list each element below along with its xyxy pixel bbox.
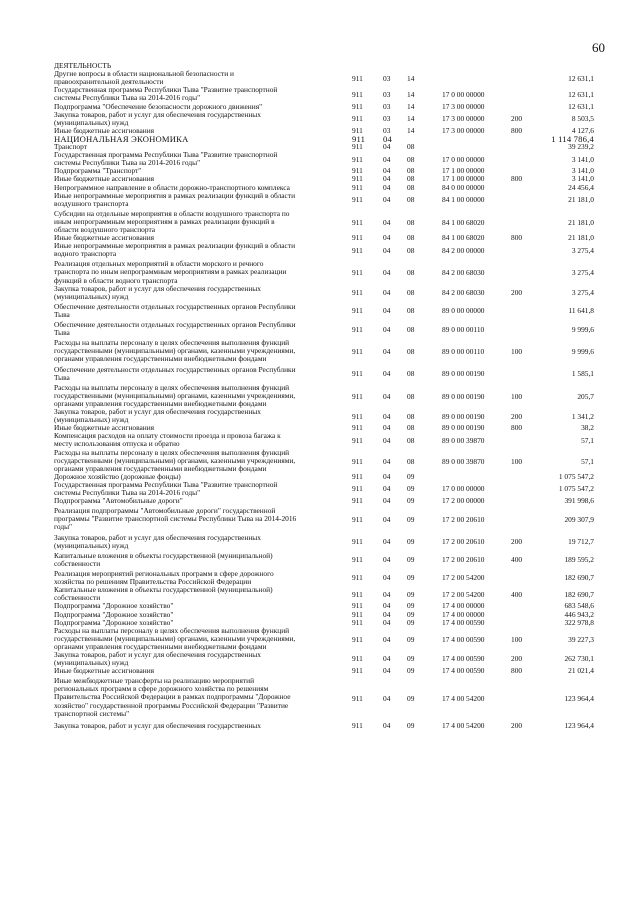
amount: 4 127,6 — [571, 125, 594, 135]
row-name: Расходы на выплаты персоналу в целях обеспечения выполнения функций государственными (муниципальными) органами, казенными учреждениями, органами управления государственными внебюджетными фондами — [54, 625, 296, 651]
expense-type-code: 200 — [511, 114, 523, 124]
row-name: Реализация мероприятий региональных программ в сфере дорожного хозяйства по решениям Правительства Российской Федерации — [54, 569, 274, 587]
expense-type-code: 100 — [511, 456, 523, 466]
section-code: 04 — [383, 589, 391, 599]
section-code: 04 — [383, 233, 391, 243]
subsection-code: 09 — [407, 666, 415, 676]
subsection-code: 08 — [407, 233, 415, 243]
subsection-code: 09 — [407, 601, 415, 611]
ved-code: 911 — [352, 245, 363, 255]
target-article-code: 17 4 00 54200 — [442, 694, 485, 704]
ved-code: 911 — [352, 233, 363, 243]
subsection-code: 14 — [407, 89, 415, 99]
expense-type-code: 200 — [511, 654, 523, 664]
amount: 3 141,0 — [571, 166, 594, 176]
ved-code: 911 — [352, 268, 363, 278]
target-article-code: 84 2 00 68030 — [442, 288, 485, 298]
target-article-code: 17 3 00 00000 — [442, 101, 485, 111]
subsection-code: 08 — [407, 195, 415, 205]
ved-code: 911 — [352, 694, 363, 704]
section-code: 03 — [383, 125, 391, 135]
amount: 182 690,7 — [564, 573, 594, 583]
target-article-code: 84 1 00 00000 — [442, 195, 485, 205]
amount: 12 631,1 — [568, 101, 594, 111]
amount: 3 141,0 — [571, 174, 594, 184]
section-code: 04 — [383, 435, 391, 445]
amount: 21 181,0 — [568, 233, 594, 243]
ved-code: 911 — [352, 471, 363, 481]
row-name: Непрограммное направление в области дорожно-транспортного комплекса — [54, 182, 290, 192]
section-code: 04 — [383, 496, 391, 506]
section-code: 04 — [383, 182, 391, 192]
target-article-code: 17 2 00 20610 — [442, 555, 485, 565]
amount: 39 227,3 — [568, 634, 594, 644]
subsection-code: 08 — [407, 217, 415, 227]
row-name: Подпрограмма "Дорожное хозяйство" — [54, 609, 174, 619]
target-article-code: 17 2 00 54200 — [442, 589, 485, 599]
expense-type-code: 200 — [511, 288, 523, 298]
row-name: Обеспечение деятельности отдельных государственных органов Республики Тыва — [54, 364, 296, 382]
section-code: 04 — [383, 515, 391, 525]
ved-code: 911 — [352, 617, 363, 627]
amount: 1 075 547,2 — [558, 484, 594, 494]
section-code: 04 — [383, 609, 391, 619]
target-article-code: 89 0 00 00190 — [442, 411, 485, 421]
target-article-code: 89 0 00 00000 — [442, 306, 485, 316]
subsection-code: 09 — [407, 654, 415, 664]
target-article-code: 17 2 00 54200 — [442, 573, 485, 583]
amount: 24 456,4 — [568, 182, 594, 192]
ved-code: 911 — [352, 166, 363, 176]
ved-code: 911 — [352, 133, 366, 144]
amount: 9 999,6 — [571, 347, 594, 357]
section-code: 03 — [383, 89, 391, 99]
target-article-code: 17 0 00 00000 — [442, 89, 485, 99]
target-article-code: 84 2 00 68030 — [442, 268, 485, 278]
target-article-code: 17 4 00 00590 — [442, 617, 485, 627]
row-name: Закупка товаров, работ и услуг для обеспечения государственных (муниципальных) нужд — [54, 650, 261, 668]
target-article-code: 17 3 00 00000 — [442, 114, 485, 124]
target-article-code: 17 3 00 00000 — [442, 125, 485, 135]
row-name: Транспорт — [54, 142, 87, 151]
ved-code: 911 — [352, 324, 363, 334]
section-code: 04 — [383, 634, 391, 644]
row-name: Обеспечение деятельности отдельных государственных органов Республики Тыва — [54, 320, 296, 338]
amount: 123 964,4 — [564, 694, 594, 704]
subsection-code: 08 — [407, 154, 415, 164]
subsection-code: 14 — [407, 73, 415, 83]
ved-code: 911 — [352, 496, 363, 506]
row-name: НАЦИОНАЛЬНАЯ ЭКОНОМИКА — [54, 133, 189, 144]
target-article-code: 89 0 00 00190 — [442, 369, 485, 379]
section-code: 04 — [383, 306, 391, 316]
ved-code: 911 — [352, 101, 363, 111]
target-article-code: 89 0 00 39870 — [442, 456, 485, 466]
amount: 21 181,0 — [568, 217, 594, 227]
amount: 9 999,6 — [571, 324, 594, 334]
section-code: 04 — [383, 369, 391, 379]
subsection-code: 14 — [407, 125, 415, 135]
row-name: Обеспечение деятельности отдельных государственных органов Республики Тыва — [54, 301, 296, 319]
amount: 57,1 — [581, 456, 594, 466]
row-name: Подпрограмма "Транспорт" — [54, 166, 142, 176]
subsection-code: 08 — [407, 245, 415, 255]
ved-code: 911 — [352, 369, 363, 379]
amount: 262 730,1 — [564, 654, 594, 664]
amount: 8 503,5 — [571, 114, 594, 124]
ved-code: 911 — [352, 573, 363, 583]
row-name: Иные бюджетные ассигнования — [54, 233, 155, 243]
row-name: Закупка товаров, работ и услуг для обеспечения государственных (муниципальных) нужд — [54, 109, 261, 127]
target-article-code: 89 0 00 39870 — [442, 435, 485, 445]
amount: 21 021,4 — [568, 666, 594, 676]
subsection-code: 08 — [407, 306, 415, 316]
target-article-code: 17 4 00 00590 — [442, 634, 485, 644]
row-name: Иные непрограммные мероприятия в рамках реализации функций в области воздушного транспорта — [54, 190, 296, 208]
row-name: Подпрограмма "Автомобильные дороги" — [54, 496, 183, 506]
amount: 57,1 — [581, 435, 594, 445]
target-article-code: 17 1 00 00000 — [442, 174, 485, 184]
section-code: 04 — [383, 245, 391, 255]
ved-code: 911 — [352, 720, 363, 730]
subsection-code: 08 — [407, 166, 415, 176]
target-article-code: 17 4 00 00590 — [442, 666, 485, 676]
ved-code: 911 — [352, 347, 363, 357]
ved-code: 911 — [352, 73, 363, 83]
row-name: Иные межбюджетные трансферты на реализацию мероприятий региональных программ в сфере дорожного хозяйства по решениям Правительства Российской Федерации в рамках подпрограммы "Дорожное хозяйство" государственной программы Российской Федерации "Развитие транспортной системы" — [54, 676, 291, 718]
expense-type-code: 200 — [511, 720, 523, 730]
ved-code: 911 — [352, 555, 363, 565]
ved-code: 911 — [352, 89, 363, 99]
expense-type-code: 400 — [511, 555, 523, 565]
expense-type-code: 200 — [511, 411, 523, 421]
ved-code: 911 — [352, 288, 363, 298]
row-name: Иные непрограммные мероприятия в рамках реализации функций в области водного транспорта — [54, 241, 296, 259]
subsection-code: 08 — [407, 435, 415, 445]
amount: 1 114 786,4 — [551, 133, 594, 144]
section-code: 04 — [383, 288, 391, 298]
section-code: 04 — [383, 471, 391, 481]
section-code: 04 — [383, 456, 391, 466]
target-article-code: 17 4 00 00000 — [442, 609, 485, 619]
amount: 446 943,2 — [564, 609, 594, 619]
row-name: ДЕЯТЕЛЬНОСТЬ — [54, 61, 112, 70]
amount: 123 964,4 — [564, 720, 594, 730]
subsection-code: 09 — [407, 484, 415, 494]
subsection-code: 09 — [407, 720, 415, 730]
subsection-code: 08 — [407, 268, 415, 278]
section-code: 04 — [383, 166, 391, 176]
ved-code: 911 — [352, 537, 363, 547]
row-name: Компенсация расходов на оплату стоимости проезда и провоза багажа к месту использования отпуска и обратно — [54, 431, 281, 449]
row-name: Другие вопросы в области национальной безопасности и правоохранительной деятельности — [54, 69, 234, 87]
row-name: Капитальные вложения в объекты государственной (муниципальной) собственности — [54, 585, 273, 603]
amount: 683 548,6 — [564, 601, 594, 611]
subsection-code: 09 — [407, 589, 415, 599]
ved-code: 911 — [352, 515, 363, 525]
ved-code: 911 — [352, 435, 363, 445]
ved-code: 911 — [352, 182, 363, 192]
row-name: Реализация подпрограммы "Автомобильные дороги" государственной программы "Развитие транспортной системы Республики Тыва на 2014-2016 годы" — [54, 506, 297, 532]
ved-code: 911 — [352, 411, 363, 421]
target-article-code: 17 2 00 20610 — [442, 515, 485, 525]
row-name: Расходы на выплаты персоналу в целях обеспечения выполнения функций государственными (муниципальными) органами, казенными учреждениями, органами управления государственными внебюджетными фондами — [54, 447, 296, 473]
section-code: 04 — [383, 217, 391, 227]
ved-code: 911 — [352, 634, 363, 644]
subsection-code: 08 — [407, 174, 415, 184]
ved-code: 911 — [352, 456, 363, 466]
expense-type-code: 800 — [511, 666, 523, 676]
expense-type-code: 400 — [511, 589, 523, 599]
amount: 391 998,6 — [564, 496, 594, 506]
section-code: 04 — [383, 601, 391, 611]
section-code: 04 — [383, 347, 391, 357]
section-code: 04 — [383, 484, 391, 494]
subsection-code: 09 — [407, 634, 415, 644]
target-article-code: 84 1 00 68020 — [442, 217, 485, 227]
row-name: Подпрограмма "Дорожное хозяйство" — [54, 617, 174, 627]
amount: 209 307,9 — [564, 515, 594, 525]
expense-type-code: 100 — [511, 391, 523, 401]
ved-code: 911 — [352, 589, 363, 599]
row-name: Подпрограмма "Дорожное хозяйство" — [54, 601, 174, 611]
target-article-code: 17 1 00 00000 — [442, 166, 485, 176]
subsection-code: 09 — [407, 694, 415, 704]
amount: 12 631,1 — [568, 73, 594, 83]
ved-code: 911 — [352, 142, 363, 151]
ved-code: 911 — [352, 217, 363, 227]
amount: 1 585,1 — [571, 369, 594, 379]
section-code: 04 — [383, 154, 391, 164]
amount: 12 631,1 — [568, 89, 594, 99]
row-name: Субсидии на отдельные мероприятия в области воздушного транспорта по иным непрограммным мероприятиям в рамках реализации функций в области воздушного транспорта — [54, 208, 290, 234]
target-article-code: 89 0 00 00190 — [442, 423, 485, 433]
section-code: 03 — [383, 114, 391, 124]
subsection-code: 09 — [407, 573, 415, 583]
amount: 205,7 — [577, 391, 594, 401]
section-code: 04 — [383, 654, 391, 664]
ved-code: 911 — [352, 306, 363, 316]
amount: 21 181,0 — [568, 195, 594, 205]
subsection-code: 08 — [407, 369, 415, 379]
section-code: 04 — [383, 537, 391, 547]
row-name: Подпрограмма "Обеспечение безопасности дорожного движения" — [54, 101, 263, 111]
expense-type-code: 800 — [511, 233, 523, 243]
ved-code: 911 — [352, 609, 363, 619]
amount: 38,2 — [581, 423, 594, 433]
subsection-code: 14 — [407, 101, 415, 111]
row-name: Капитальные вложения в объекты государственной (муниципальной) собственности — [54, 550, 273, 568]
target-article-code: 89 0 00 00110 — [442, 324, 485, 334]
subsection-code: 08 — [407, 456, 415, 466]
section-code: 04 — [383, 411, 391, 421]
amount: 3 275,4 — [571, 245, 594, 255]
row-name: Государственная программа Республики Тыва "Развитие транспортной системы Республики Тыва на 2014-2016 годы" — [54, 150, 278, 168]
subsection-code: 09 — [407, 515, 415, 525]
amount: 3 275,4 — [571, 268, 594, 278]
row-name: Иные бюджетные ассигнования — [54, 423, 155, 433]
section-code: 04 — [383, 666, 391, 676]
row-name: Иные бюджетные ассигнования — [54, 125, 155, 135]
row-name: Закупка товаров, работ и услуг для обеспечения государственных (муниципальных) нужд — [54, 532, 261, 550]
amount: 3 141,0 — [571, 154, 594, 164]
ved-code: 911 — [352, 195, 363, 205]
row-name: Расходы на выплаты персоналу в целях обеспечения выполнения функций государственными (муниципальными) органами, казенными учреждениями, органами управления государственными внебюджетными фондами — [54, 338, 296, 364]
ved-code: 911 — [352, 114, 363, 124]
ved-code: 911 — [352, 174, 363, 184]
row-name: Закупка товаров, работ и услуг для обеспечения государственных — [54, 720, 261, 730]
section-code: 03 — [383, 101, 391, 111]
subsection-code: 09 — [407, 555, 415, 565]
row-name: Иные бюджетные ассигнования — [54, 174, 155, 184]
amount: 19 712,7 — [568, 537, 594, 547]
target-article-code: 17 4 00 00000 — [442, 601, 485, 611]
row-name: Государственная программа Республики Тыва "Развитие транспортной системы Республики Тыва на 2014-2016 годы" — [54, 480, 278, 498]
subsection-code: 08 — [407, 347, 415, 357]
target-article-code: 17 0 00 00000 — [442, 154, 485, 164]
amount: 39 239,2 — [568, 142, 594, 151]
row-name: Дорожное хозяйство (дорожные фонды) — [54, 471, 181, 481]
amount: 1 341,2 — [571, 411, 594, 421]
amount: 11 641,8 — [568, 306, 594, 316]
ved-code: 911 — [352, 125, 363, 135]
expense-type-code: 100 — [511, 347, 523, 357]
section-code: 04 — [383, 694, 391, 704]
ved-code: 911 — [352, 654, 363, 664]
section-code: 04 — [383, 617, 391, 627]
target-article-code: 89 0 00 00190 — [442, 391, 485, 401]
expense-type-code: 200 — [511, 537, 523, 547]
subsection-code: 08 — [407, 182, 415, 192]
target-article-code: 17 2 00 00000 — [442, 496, 485, 506]
amount: 3 275,4 — [571, 288, 594, 298]
amount: 189 595,2 — [564, 555, 594, 565]
ved-code: 911 — [352, 666, 363, 676]
subsection-code: 09 — [407, 609, 415, 619]
subsection-code: 08 — [407, 142, 415, 151]
row-name: Расходы на выплаты персоналу в целях обеспечения выполнения функций государственными (муниципальными) органами, казенными учреждениями, органами управления государственными внебюджетными фондами — [54, 382, 296, 408]
subsection-code: 08 — [407, 288, 415, 298]
row-name: Иные бюджетные ассигнования — [54, 666, 155, 676]
ved-code: 911 — [352, 154, 363, 164]
ved-code: 911 — [352, 391, 363, 401]
section-code: 04 — [383, 174, 391, 184]
row-name: Реализация отдельных мероприятий в области морского и речного транспорта по иным непрограммным мероприятиям в рамках реализации функций в области водного транспорта — [54, 259, 287, 285]
section-code: 04 — [383, 391, 391, 401]
section-code: 03 — [383, 73, 391, 83]
section-code: 04 — [383, 555, 391, 565]
subsection-code: 09 — [407, 496, 415, 506]
row-name: Закупка товаров, работ и услуг для обеспечения государственных (муниципальных) нужд — [54, 283, 261, 301]
expense-type-code: 800 — [511, 125, 523, 135]
subsection-code: 09 — [407, 471, 415, 481]
target-article-code: 17 0 00 00000 — [442, 484, 485, 494]
ved-code: 911 — [352, 484, 363, 494]
amount: 182 690,7 — [564, 589, 594, 599]
expense-type-code: 100 — [511, 634, 523, 644]
target-article-code: 17 2 00 20610 — [442, 537, 485, 547]
target-article-code: 84 1 00 68020 — [442, 233, 485, 243]
target-article-code: 17 4 00 00590 — [442, 654, 485, 664]
expense-type-code: 800 — [511, 423, 523, 433]
subsection-code: 08 — [407, 391, 415, 401]
subsection-code: 08 — [407, 324, 415, 334]
target-article-code: 89 0 00 00110 — [442, 347, 485, 357]
subsection-code: 09 — [407, 537, 415, 547]
subsection-code: 08 — [407, 411, 415, 421]
subsection-code: 09 — [407, 617, 415, 627]
amount: 1 075 547,2 — [558, 471, 594, 481]
target-article-code: 84 0 00 00000 — [442, 182, 485, 192]
subsection-code: 14 — [407, 114, 415, 124]
section-code: 04 — [383, 324, 391, 334]
target-article-code: 17 4 00 54200 — [442, 720, 485, 730]
section-code: 04 — [383, 195, 391, 205]
row-name: Государственная программа Республики Тыва "Развитие транспортной системы Республики Тыва на 2014-2016 годы" — [54, 85, 278, 103]
section-code: 04 — [383, 573, 391, 583]
amount: 322 978,8 — [564, 617, 594, 627]
section-code: 04 — [383, 423, 391, 433]
row-name: Закупка товаров, работ и услуг для обеспечения государственных (муниципальных) нужд — [54, 407, 261, 425]
ved-code: 911 — [352, 423, 363, 433]
page-number: 60 — [592, 40, 605, 55]
target-article-code: 84 2 00 00000 — [442, 245, 485, 255]
section-code: 04 — [383, 133, 392, 144]
subsection-code: 08 — [407, 423, 415, 433]
expense-type-code: 800 — [511, 174, 523, 184]
section-code: 04 — [383, 720, 391, 730]
ved-code: 911 — [352, 601, 363, 611]
section-code: 04 — [383, 268, 391, 278]
section-code: 04 — [383, 142, 391, 151]
